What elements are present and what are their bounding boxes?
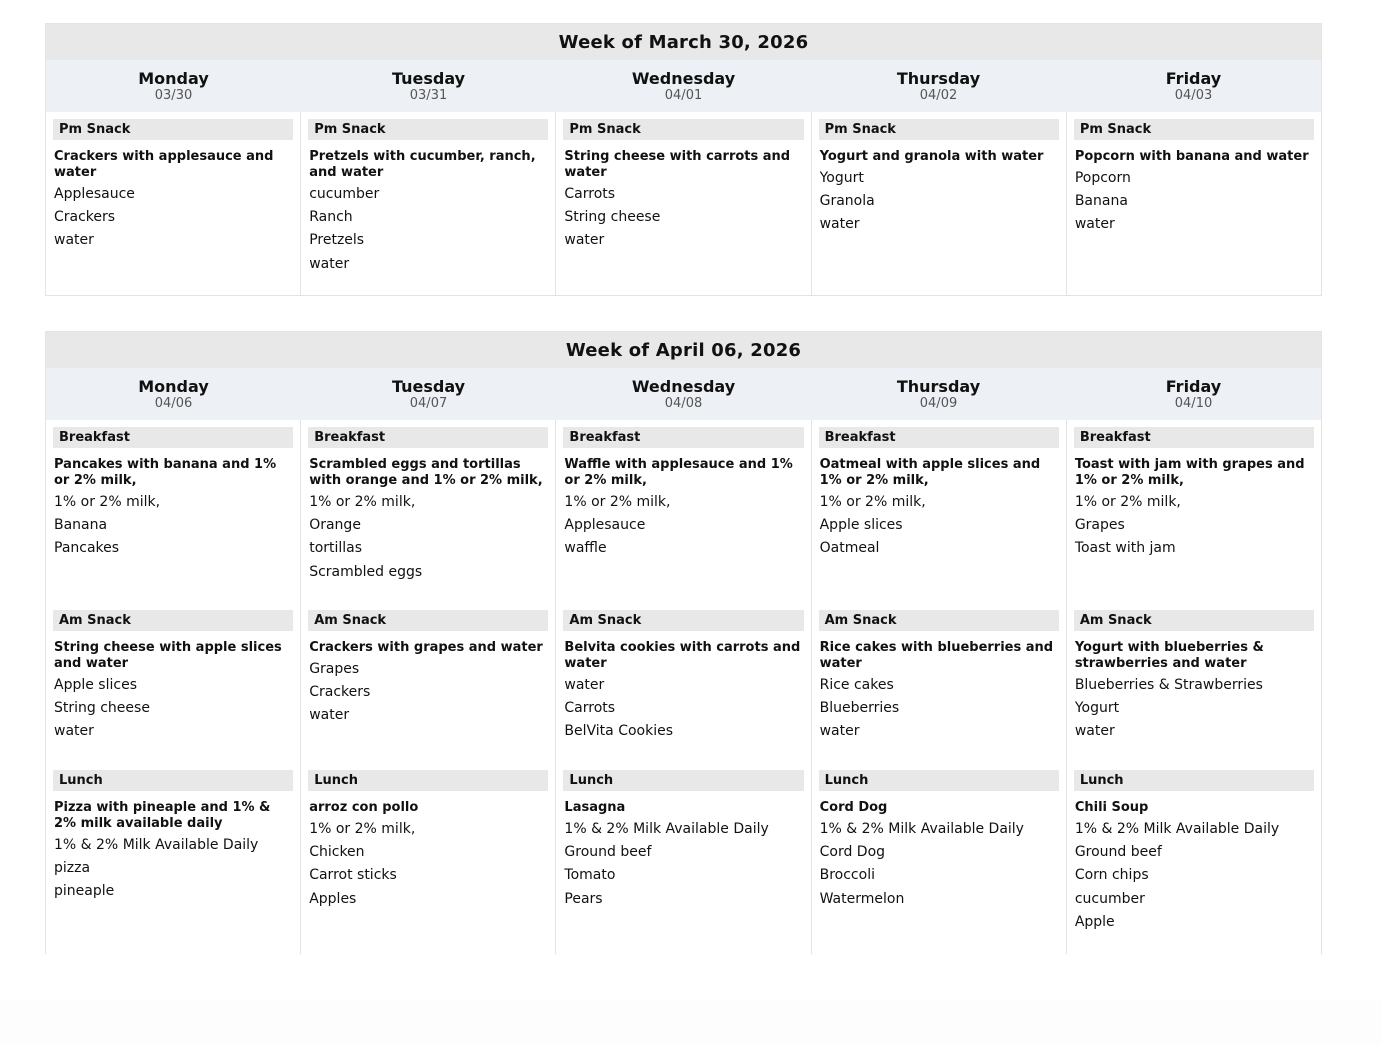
day-header	[46, 60, 301, 112]
day-date: 03/30	[154, 88, 193, 103]
meal-item: Grapes	[309, 661, 360, 677]
meal-item: Oatmeal	[819, 540, 880, 557]
meal-title: Toast with jam with grapes and 1% or 2% milk,	[1074, 457, 1305, 488]
meal-block	[563, 770, 803, 911]
meal-items	[819, 674, 1059, 744]
meal-item: Tomato	[564, 867, 616, 884]
meal-item: water	[564, 677, 605, 693]
meal-title: Cord Dog	[819, 800, 888, 815]
meal-title: Yogurt with blueberries & strawberries and water	[1074, 640, 1264, 671]
meal-item: Scrambled eggs	[309, 563, 423, 580]
day-name: Thursday	[896, 377, 981, 396]
meal-type-label: Breakfast	[563, 427, 803, 448]
meal-item: Crackers	[309, 684, 371, 701]
day-header	[301, 60, 556, 112]
meal-item: Apples	[309, 890, 357, 907]
week-calendar	[45, 331, 1322, 954]
meal-block	[308, 427, 548, 584]
meal-item: 1% or 2% milk,	[1074, 494, 1181, 510]
meal-item: Ranch	[309, 209, 353, 226]
meal-item: Crackers	[54, 209, 116, 226]
day-column	[46, 420, 301, 954]
meal-type-label: Lunch	[53, 770, 293, 791]
meal-item: 1% or 2% milk,	[819, 494, 926, 510]
meal-items	[819, 167, 1059, 237]
meal-items	[53, 491, 293, 561]
meal-items	[53, 183, 293, 253]
meal-items	[308, 818, 548, 911]
meal-title: Waffle with applesauce and 1% or 2% milk,	[564, 457, 793, 488]
day-date: 04/08	[664, 396, 703, 411]
meal-block	[819, 610, 1059, 744]
meal-item: 1% & 2% Milk Available Daily	[819, 821, 1024, 837]
meal-item: water	[54, 232, 94, 249]
meal-item: Chicken	[309, 844, 365, 861]
meal-item: 1% & 2% Milk Available Daily	[564, 821, 769, 837]
meal-item: waffle	[564, 540, 607, 557]
meal-block	[308, 770, 548, 911]
meal-item: Pears	[564, 890, 603, 907]
meal-block	[53, 119, 293, 253]
meal-block	[1074, 427, 1314, 561]
meal-item: Applesauce	[54, 186, 135, 202]
meal-type-label: Lunch	[308, 770, 548, 791]
meal-type-label: Pm Snack	[53, 119, 293, 140]
meal-item: water	[564, 232, 605, 249]
meal-type-label: Am Snack	[53, 610, 293, 631]
meal-item: pineaple	[54, 883, 115, 900]
meal-type-label: Breakfast	[1074, 427, 1314, 448]
meal-item: Applesauce	[564, 517, 646, 534]
meal-item: Carrot sticks	[309, 867, 397, 884]
day-column	[812, 112, 1067, 296]
meal-items	[1074, 818, 1314, 934]
day-date: 04/03	[1174, 88, 1213, 103]
meal-item: Toast with jam	[1074, 540, 1176, 557]
day-column	[1067, 112, 1321, 296]
meal-item: Yogurt	[1074, 700, 1120, 717]
meal-title: Crackers with applesauce and water	[54, 149, 274, 180]
day-date: 04/06	[154, 396, 193, 411]
meal-item: 1% & 2% Milk Available Daily	[1074, 821, 1280, 837]
day-column	[301, 112, 556, 296]
meal-title: Crackers with grapes and water	[309, 640, 543, 655]
meal-title: String cheese with carrots and water	[564, 149, 791, 180]
day-header	[1066, 60, 1321, 112]
week-calendar	[45, 23, 1322, 296]
meal-item: water	[54, 723, 94, 740]
meal-type-label: Breakfast	[308, 427, 548, 448]
meal-item: Watermelon	[819, 890, 905, 907]
meal-title: Belvita cookies with carrots and water	[564, 640, 801, 671]
day-date: 03/31	[409, 88, 448, 103]
day-name: Monday	[138, 69, 209, 88]
meal-title: String cheese with apple slices and water	[54, 640, 282, 671]
day-date: 04/01	[664, 88, 703, 103]
day-header	[556, 368, 811, 420]
meal-block	[1074, 119, 1314, 237]
meal-type-label: Breakfast	[819, 427, 1059, 448]
meal-block	[819, 119, 1059, 237]
day-header	[46, 368, 301, 420]
meal-item: Popcorn	[1074, 170, 1131, 186]
meal-title: Pizza with pineaple and 1% & 2% milk available daily	[54, 800, 271, 831]
day-column	[301, 420, 556, 954]
meal-item: Apple	[1074, 913, 1115, 930]
meal-items	[1074, 167, 1314, 237]
meal-items	[563, 491, 803, 561]
day-name: Tuesday	[391, 377, 466, 396]
meal-type-label: Lunch	[1074, 770, 1314, 791]
meal-type-label: Lunch	[819, 770, 1059, 791]
day-date: 04/02	[919, 88, 958, 103]
meal-item: Banana	[1074, 193, 1128, 210]
meal-items	[819, 491, 1059, 561]
meal-item: water	[819, 723, 860, 740]
meal-item: pizza	[54, 860, 91, 877]
meal-item: Cord Dog	[819, 844, 886, 861]
meal-item: 1% or 2% milk,	[54, 494, 161, 510]
meal-title: Pancakes with banana and 1% or 2% milk,	[54, 457, 277, 488]
day-name: Thursday	[896, 69, 981, 88]
day-columns	[46, 112, 1321, 296]
day-header-row	[46, 60, 1321, 112]
day-header-row	[46, 368, 1321, 420]
meal-block	[563, 610, 803, 744]
day-name: Friday	[1165, 377, 1222, 396]
day-header	[556, 60, 811, 112]
meal-type-label: Lunch	[563, 770, 803, 791]
meal-title: arroz con pollo	[309, 800, 419, 815]
meal-block	[1074, 770, 1314, 934]
meal-item: Blueberries	[819, 700, 900, 717]
meal-type-label: Pm Snack	[308, 119, 548, 140]
meal-item: Orange	[309, 517, 361, 534]
day-date: 04/09	[919, 396, 958, 411]
meal-item: cucumber	[309, 186, 380, 202]
day-columns	[46, 420, 1321, 954]
meal-item: Blueberries & Strawberries	[1074, 677, 1263, 693]
meal-title: Scrambled eggs and tortillas with orange and 1% or 2% milk,	[309, 457, 543, 488]
meal-item: 1% or 2% milk,	[564, 494, 671, 510]
day-name: Wednesday	[631, 377, 736, 396]
meal-item: Ground beef	[1074, 844, 1162, 861]
day-column	[556, 112, 811, 296]
day-date: 04/10	[1174, 396, 1213, 411]
meal-item: Banana	[54, 517, 108, 534]
meal-title: Lasagna	[564, 800, 626, 815]
meal-item: String cheese	[54, 700, 150, 717]
meal-item: cucumber	[1074, 890, 1145, 907]
meal-items	[563, 818, 803, 911]
meal-item: Granola	[819, 193, 875, 210]
meal-items	[308, 658, 548, 728]
meal-block	[819, 427, 1059, 561]
meal-title: Popcorn with banana and water	[1074, 149, 1309, 164]
meal-item: water	[1074, 723, 1115, 740]
meal-item: String cheese	[564, 209, 661, 226]
meal-item: Apple slices	[54, 677, 137, 693]
meal-item: water	[309, 707, 350, 724]
meal-title: Chili Soup	[1074, 800, 1149, 815]
day-column	[1067, 420, 1321, 954]
meal-type-label: Pm Snack	[563, 119, 803, 140]
day-header	[1066, 368, 1321, 420]
meal-items	[53, 674, 293, 744]
meal-block	[819, 770, 1059, 911]
day-header	[811, 60, 1066, 112]
meal-item: BelVita Cookies	[564, 723, 674, 740]
day-name: Friday	[1165, 69, 1222, 88]
meal-item: 1% or 2% milk,	[309, 821, 416, 837]
meal-type-label: Pm Snack	[1074, 119, 1314, 140]
week-title: Week of April 06, 2026	[46, 332, 1321, 368]
day-header	[811, 368, 1066, 420]
meal-item: Rice cakes	[819, 677, 894, 693]
meal-item: Corn chips	[1074, 867, 1149, 884]
day-column	[556, 420, 811, 954]
day-header	[301, 368, 556, 420]
meal-item: Pretzels	[309, 232, 365, 249]
day-date: 04/07	[409, 396, 448, 411]
page-footer	[0, 1000, 1382, 1044]
day-column	[812, 420, 1067, 954]
meal-item: 1% or 2% milk,	[309, 494, 416, 510]
meal-item: Broccoli	[819, 867, 875, 884]
meal-item: Pancakes	[54, 540, 120, 557]
meal-items	[563, 674, 803, 744]
meal-item: tortillas	[309, 540, 363, 557]
meal-item: Apple slices	[819, 517, 903, 534]
meal-items	[563, 183, 803, 253]
day-name: Tuesday	[391, 69, 466, 88]
day-column	[46, 112, 301, 296]
meal-items	[308, 491, 548, 584]
meal-type-label: Am Snack	[1074, 610, 1314, 631]
meal-item: 1% & 2% Milk Available Daily	[54, 837, 259, 853]
meal-type-label: Am Snack	[308, 610, 548, 631]
meal-item: Grapes	[1074, 517, 1125, 534]
meal-item: Ground beef	[564, 844, 652, 861]
meal-title: Rice cakes with blueberries and water	[819, 640, 1054, 671]
meal-title: Pretzels with cucumber, ranch, and water	[309, 149, 536, 180]
week-title: Week of March 30, 2026	[46, 24, 1321, 60]
meal-block	[308, 119, 548, 276]
meal-type-label: Pm Snack	[819, 119, 1059, 140]
meal-block	[563, 427, 803, 561]
meal-items	[53, 834, 293, 904]
meal-type-label: Breakfast	[53, 427, 293, 448]
meal-items	[1074, 491, 1314, 561]
meal-items	[308, 183, 548, 276]
meal-block	[308, 610, 548, 728]
meal-item: water	[819, 216, 860, 233]
meal-block	[53, 427, 293, 561]
meal-item: water	[309, 255, 350, 272]
meal-block	[53, 610, 293, 744]
meal-block	[563, 119, 803, 253]
meal-item: water	[1074, 216, 1115, 233]
meal-item: Carrots	[564, 700, 616, 717]
day-name: Wednesday	[631, 69, 736, 88]
meal-items	[819, 818, 1059, 911]
meal-item: Carrots	[564, 186, 616, 202]
meal-type-label: Am Snack	[819, 610, 1059, 631]
day-name: Monday	[138, 377, 209, 396]
meal-block	[53, 770, 293, 904]
meal-title: Oatmeal with apple slices and 1% or 2% milk,	[819, 457, 1041, 488]
meal-items	[1074, 674, 1314, 744]
meal-type-label: Am Snack	[563, 610, 803, 631]
meal-title: Yogurt and granola with water	[819, 149, 1044, 164]
meal-item: Yogurt	[819, 170, 864, 186]
meal-block	[1074, 610, 1314, 744]
